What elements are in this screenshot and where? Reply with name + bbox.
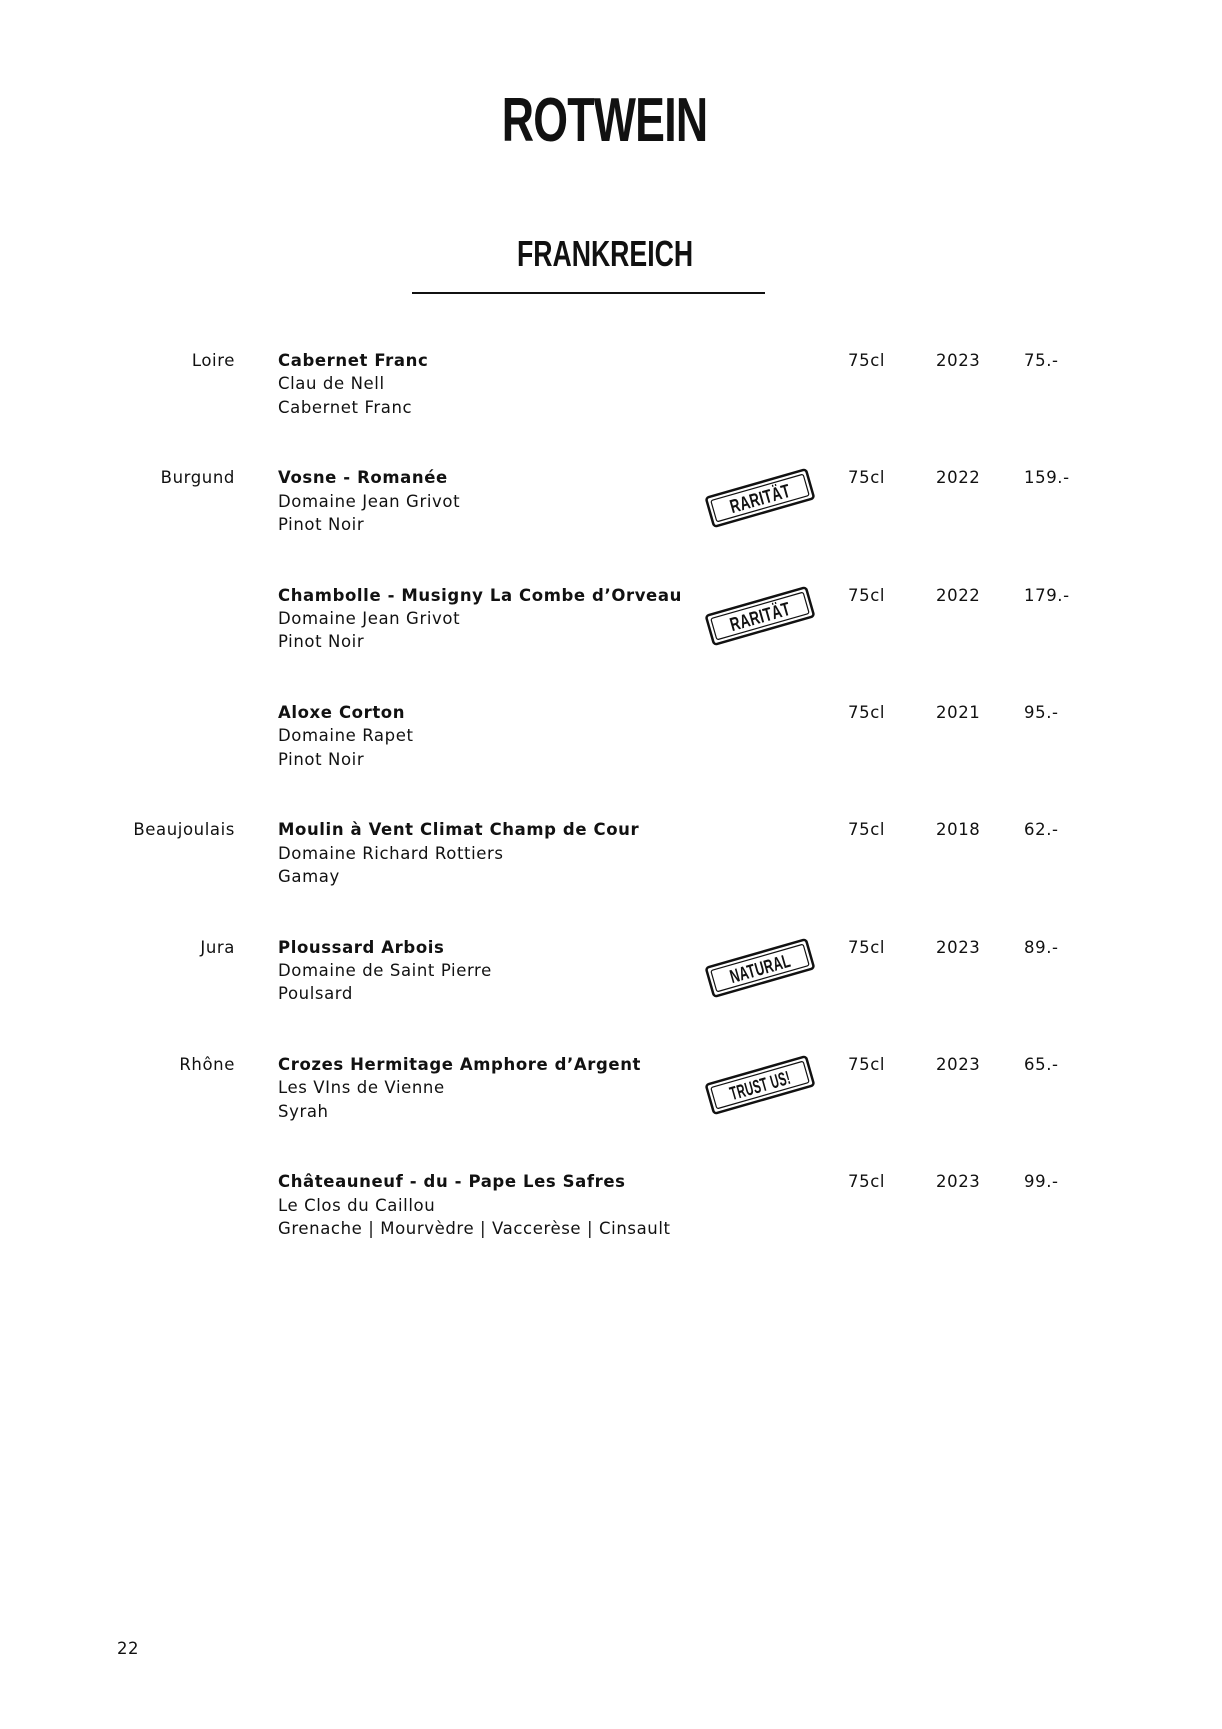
wine-price: 75.- [1024, 351, 1059, 370]
wine-vintage: 2023 [936, 937, 981, 957]
wine-vintage: 2022 [936, 585, 981, 605]
wine-vintage: 2023 [936, 1054, 981, 1074]
stamp-badge [700, 938, 824, 998]
wine-region: Beaujoulais [133, 820, 235, 840]
wine-producer: Domaine Rapet [278, 726, 414, 746]
wine-producer: Domaine Richard Rottiers [278, 843, 504, 863]
wine-volume: 75cl [848, 820, 886, 840]
wine-volume: 75cl [848, 1172, 886, 1192]
wine-price: 179.- [1024, 585, 1070, 605]
page-title: ROTWEIN [501, 86, 708, 155]
wine-volume: 75cl [848, 702, 886, 722]
wine-entry [0, 1170, 1222, 1270]
stamp-label: TRUST US! [727, 1055, 836, 1105]
wine-name: Vosne - Romanée [278, 468, 448, 488]
wine-producer: Clau de Nell [278, 374, 385, 394]
wine-entry [0, 466, 1222, 566]
wine-price: 95.- [1024, 702, 1059, 722]
wine-producer: Le Clos du Caillou [278, 1195, 436, 1215]
wine-description [278, 936, 492, 1006]
wine-price: 159.- [1024, 468, 1070, 488]
wine-producer: Les VIns de Vienne [278, 1078, 445, 1098]
stamp-badge [700, 586, 820, 646]
wine-description [278, 1053, 641, 1123]
wine-volume: 75cl [848, 937, 886, 957]
wine-region: Burgund [160, 468, 235, 488]
wine-grape: Cabernet Franc [278, 397, 413, 417]
wine-grape: Syrah [278, 1101, 329, 1121]
wine-price: 65.- [1024, 1054, 1059, 1074]
wine-grape: Poulsard [278, 984, 353, 1004]
wine-grape: Gamay [278, 867, 340, 886]
wine-volume: 75cl [848, 585, 886, 605]
wine-vintage: 2021 [936, 702, 981, 722]
wine-entry [0, 349, 1222, 449]
wine-volume: 75cl [848, 351, 886, 370]
wine-description [278, 701, 414, 771]
wine-vintage: 2023 [936, 351, 981, 370]
wine-price: 62.- [1024, 820, 1059, 840]
wine-volume: 75cl [848, 1054, 886, 1074]
stamp-label: RARITÄT [727, 474, 818, 519]
section-title: FRANKREICH [516, 233, 694, 274]
wine-grape: Pinot Noir [278, 632, 365, 652]
wine-description [278, 584, 682, 654]
wine-entry [0, 818, 1222, 918]
wine-vintage: 2023 [936, 1172, 981, 1192]
wine-description [278, 349, 428, 419]
wine-grape: Grenache | Mourvèdre | Vaccerèse | Cinsault [278, 1218, 671, 1238]
wine-description [278, 1170, 671, 1240]
wine-name: Chambolle - Musigny La Combe d’Orveau [278, 585, 682, 605]
wine-volume: 75cl [848, 468, 886, 488]
wine-name: Moulin à Vent Climat Champ de Cour [278, 820, 640, 840]
wine-producer: Domaine Jean Grivot [278, 491, 461, 511]
wine-producer: Domaine de Saint Pierre [278, 960, 492, 980]
wine-name: Cabernet Franc [278, 351, 429, 370]
wine-entry [0, 936, 1222, 1036]
wine-producer: Domaine Jean Grivot [278, 609, 461, 628]
wine-name: Aloxe Corton [278, 702, 406, 722]
stamp-badge [700, 1055, 836, 1115]
stamp-label: NATURAL [727, 941, 824, 988]
wine-entry [0, 701, 1222, 801]
wine-name: Ploussard Arbois [278, 937, 445, 957]
wine-entry [0, 584, 1222, 684]
wine-region: Rhône [179, 1054, 235, 1074]
wine-vintage: 2022 [936, 468, 981, 488]
wine-grape: Pinot Noir [278, 749, 365, 769]
wine-name: Crozes Hermitage Amphore d’Argent [278, 1054, 642, 1074]
wine-price: 99.- [1024, 1172, 1059, 1192]
wine-name: Châteauneuf - du - Pape Les Safres [278, 1172, 626, 1192]
page-number: 22 [117, 1639, 139, 1658]
wine-description [278, 466, 460, 536]
wine-price: 89.- [1024, 937, 1059, 957]
stamp-badge [700, 468, 820, 528]
wine-region: Jura [200, 937, 235, 957]
wine-description [278, 818, 639, 888]
wine-entry [0, 1053, 1222, 1153]
section-divider [412, 292, 765, 294]
wine-grape: Pinot Noir [278, 515, 365, 535]
stamp-label: RARITÄT [727, 591, 818, 636]
wine-vintage: 2018 [936, 820, 981, 840]
wine-region: Loire [191, 351, 235, 370]
